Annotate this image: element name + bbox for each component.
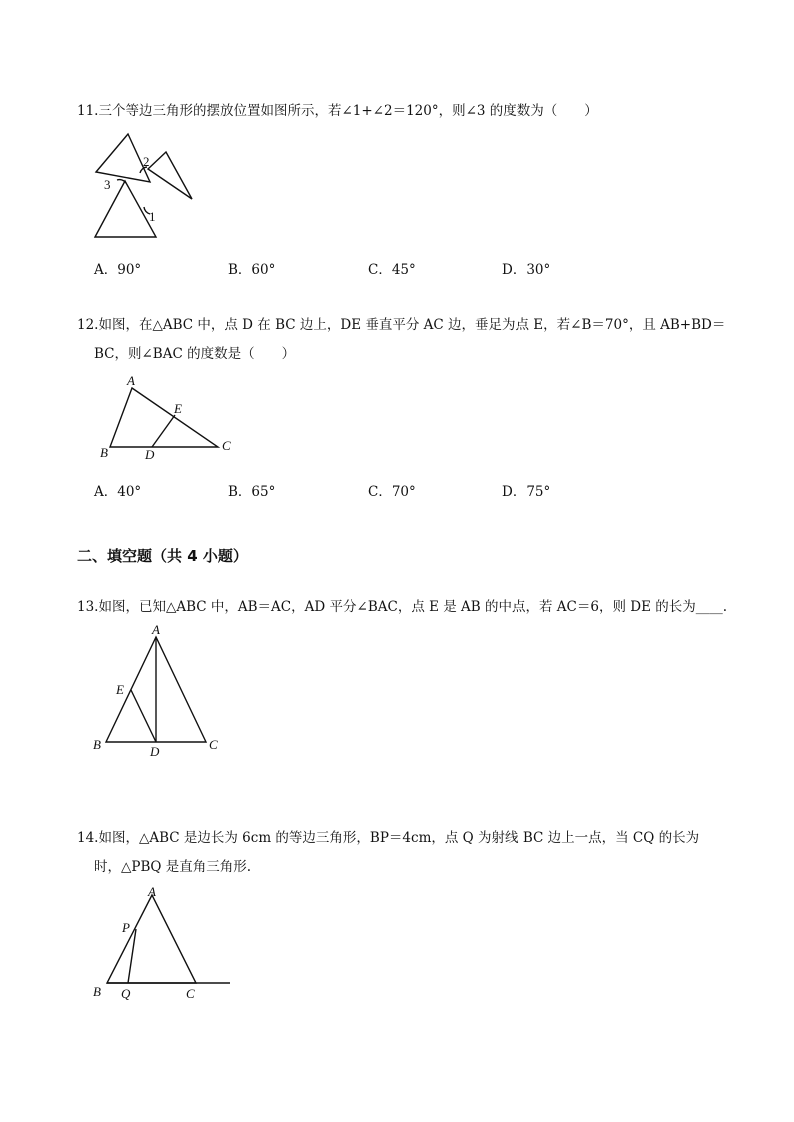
q14-text-line1: 14.如图，△ABC 是边长为 6cm 的等边三角形，BP＝4cm，点 Q 为射线 BC 边上一点，当 CQ 的长为 <box>77 830 700 846</box>
q12-label-a: A <box>127 373 135 388</box>
q11-angle-2: 2 <box>143 154 150 169</box>
q14-label-a: A <box>148 884 156 899</box>
q13-text: 13.如图，已知△ABC 中，AB＝AC，AD 平分∠BAC，点 E 是 AB 的中点，若 AC＝6，则 DE 的长为____. <box>77 599 728 615</box>
q11-option-b[interactable]: B．60° <box>228 262 276 278</box>
q14-label-c: C <box>186 986 195 1001</box>
q12-option-d[interactable]: D．75° <box>502 484 551 500</box>
q14-text-line2: 时，△PBQ 是直角三角形. <box>94 859 252 875</box>
q14-label-p: P <box>122 920 130 935</box>
q13-label-a: A <box>152 622 160 637</box>
q11-option-c[interactable]: C．45° <box>368 262 416 278</box>
q13-label-e: E <box>116 682 124 697</box>
q12-label-e: E <box>174 401 182 416</box>
q12-label-d: D <box>145 447 155 462</box>
q13-label-d: D <box>150 744 160 759</box>
q14-label-b: B <box>93 984 101 999</box>
q11-angle-3: 3 <box>104 177 111 192</box>
q13-label-b: B <box>93 737 101 752</box>
q12-label-b: B <box>100 445 108 460</box>
q11-option-d[interactable]: D．30° <box>502 262 551 278</box>
q11-angle-1: 1 <box>149 209 156 224</box>
q12-option-a[interactable]: A．40° <box>94 484 142 500</box>
q12-text-line1: 12.如图，在△ABC 中，点 D 在 BC 边上，DE 垂直平分 AC 边，垂足为点 E，若∠B＝70°，且 AB+BD＝ <box>77 317 726 333</box>
q11-text: 11.三个等边三角形的摆放位置如图所示，若∠1+∠2＝120°，则∠3 的度数为（ ） <box>77 103 598 119</box>
q12-label-c: C <box>222 438 231 453</box>
q12-option-b[interactable]: B．65° <box>228 484 276 500</box>
q13-label-c: C <box>209 737 218 752</box>
q11-option-a[interactable]: A．90° <box>94 262 142 278</box>
section-title: 二、填空题（共 4 小题） <box>77 547 248 565</box>
q12-text-line2: BC，则∠BAC 的度数是（ ） <box>94 346 296 362</box>
q12-option-c[interactable]: C．70° <box>368 484 416 500</box>
q14-label-q: Q <box>121 986 131 1001</box>
